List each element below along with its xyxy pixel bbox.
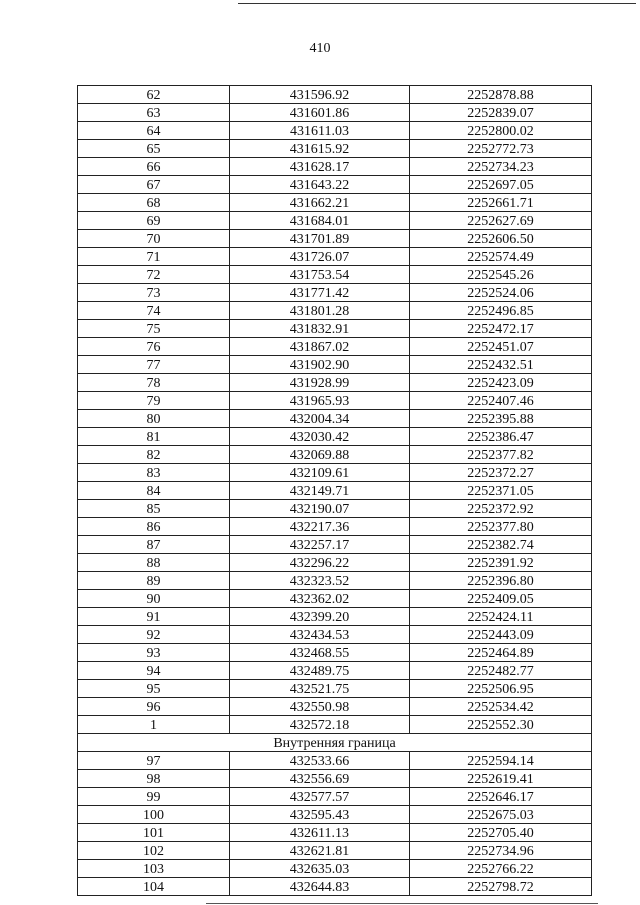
y-coordinate-cell: 2252800.02 — [410, 122, 592, 140]
y-coordinate-cell: 2252496.85 — [410, 302, 592, 320]
y-coordinate-cell: 2252472.17 — [410, 320, 592, 338]
point-number-cell: 97 — [78, 752, 230, 770]
x-coordinate-cell: 431684.01 — [230, 212, 410, 230]
point-number-cell: 92 — [78, 626, 230, 644]
table-row — [78, 824, 592, 842]
table-row — [78, 392, 592, 410]
x-coordinate-cell: 432521.75 — [230, 680, 410, 698]
section-header-row — [78, 734, 592, 752]
y-coordinate-cell: 2252377.80 — [410, 518, 592, 536]
table-row — [78, 320, 592, 338]
point-number-cell: 89 — [78, 572, 230, 590]
x-coordinate-cell: 432149.71 — [230, 482, 410, 500]
table-row — [78, 590, 592, 608]
table-row — [78, 284, 592, 302]
point-number-cell: 68 — [78, 194, 230, 212]
table-row — [78, 122, 592, 140]
table-row — [78, 176, 592, 194]
y-coordinate-cell: 2252734.96 — [410, 842, 592, 860]
table-row — [78, 662, 592, 680]
y-coordinate-cell: 2252646.17 — [410, 788, 592, 806]
point-number-cell: 75 — [78, 320, 230, 338]
y-coordinate-cell: 2252409.05 — [410, 590, 592, 608]
table-row — [78, 806, 592, 824]
point-number-cell: 1 — [78, 716, 230, 734]
point-number-cell: 93 — [78, 644, 230, 662]
point-number-cell: 82 — [78, 446, 230, 464]
y-coordinate-cell: 2252878.88 — [410, 86, 592, 104]
bottom-rule — [206, 903, 598, 904]
x-coordinate-cell: 431928.99 — [230, 374, 410, 392]
table-row — [78, 518, 592, 536]
x-coordinate-cell: 431753.54 — [230, 266, 410, 284]
y-coordinate-cell: 2252594.14 — [410, 752, 592, 770]
y-coordinate-cell: 2252661.71 — [410, 194, 592, 212]
y-coordinate-cell: 2252396.80 — [410, 572, 592, 590]
table-row — [78, 482, 592, 500]
table-row — [78, 608, 592, 626]
x-coordinate-cell: 431601.86 — [230, 104, 410, 122]
point-number-cell: 90 — [78, 590, 230, 608]
point-number-cell: 73 — [78, 284, 230, 302]
x-coordinate-cell: 432577.57 — [230, 788, 410, 806]
point-number-cell: 87 — [78, 536, 230, 554]
y-coordinate-cell: 2252407.46 — [410, 392, 592, 410]
table-row — [78, 212, 592, 230]
x-coordinate-cell: 431628.17 — [230, 158, 410, 176]
table-row — [78, 536, 592, 554]
x-coordinate-cell: 432572.18 — [230, 716, 410, 734]
y-coordinate-cell: 2252524.06 — [410, 284, 592, 302]
table-row — [78, 356, 592, 374]
point-number-cell: 88 — [78, 554, 230, 572]
x-coordinate-cell: 432296.22 — [230, 554, 410, 572]
y-coordinate-cell: 2252482.77 — [410, 662, 592, 680]
x-coordinate-cell: 432217.36 — [230, 518, 410, 536]
table-row — [78, 338, 592, 356]
table-row — [78, 644, 592, 662]
table-row — [78, 752, 592, 770]
table-row — [78, 464, 592, 482]
x-coordinate-cell: 431701.89 — [230, 230, 410, 248]
x-coordinate-cell: 432611.13 — [230, 824, 410, 842]
y-coordinate-cell: 2252627.69 — [410, 212, 592, 230]
x-coordinate-cell: 432030.42 — [230, 428, 410, 446]
point-number-cell: 78 — [78, 374, 230, 392]
x-coordinate-cell: 432468.55 — [230, 644, 410, 662]
x-coordinate-cell: 431611.03 — [230, 122, 410, 140]
point-number-cell: 94 — [78, 662, 230, 680]
point-number-cell: 102 — [78, 842, 230, 860]
y-coordinate-cell: 2252371.05 — [410, 482, 592, 500]
point-number-cell: 74 — [78, 302, 230, 320]
y-coordinate-cell: 2252766.22 — [410, 860, 592, 878]
point-number-cell: 101 — [78, 824, 230, 842]
table-row — [78, 860, 592, 878]
y-coordinate-cell: 2252423.09 — [410, 374, 592, 392]
x-coordinate-cell: 432644.83 — [230, 878, 410, 896]
x-coordinate-cell: 431596.92 — [230, 86, 410, 104]
x-coordinate-cell: 432550.98 — [230, 698, 410, 716]
table-row — [78, 716, 592, 734]
y-coordinate-cell: 2252839.07 — [410, 104, 592, 122]
point-number-cell: 100 — [78, 806, 230, 824]
point-number-cell: 79 — [78, 392, 230, 410]
x-coordinate-cell: 432533.66 — [230, 752, 410, 770]
x-coordinate-cell: 432621.81 — [230, 842, 410, 860]
x-coordinate-cell: 432489.75 — [230, 662, 410, 680]
x-coordinate-cell: 432109.61 — [230, 464, 410, 482]
table-row — [78, 86, 592, 104]
y-coordinate-cell: 2252552.30 — [410, 716, 592, 734]
y-coordinate-cell: 2252377.82 — [410, 446, 592, 464]
y-coordinate-cell: 2252382.74 — [410, 536, 592, 554]
y-coordinate-cell: 2252395.88 — [410, 410, 592, 428]
point-number-cell: 95 — [78, 680, 230, 698]
y-coordinate-cell: 2252386.47 — [410, 428, 592, 446]
table-row — [78, 140, 592, 158]
table-row — [78, 158, 592, 176]
point-number-cell: 67 — [78, 176, 230, 194]
y-coordinate-cell: 2252697.05 — [410, 176, 592, 194]
y-coordinate-cell: 2252372.92 — [410, 500, 592, 518]
table-row — [78, 302, 592, 320]
table-row — [78, 878, 592, 896]
point-number-cell: 62 — [78, 86, 230, 104]
y-coordinate-cell: 2252675.03 — [410, 806, 592, 824]
x-coordinate-cell: 432434.53 — [230, 626, 410, 644]
y-coordinate-cell: 2252506.95 — [410, 680, 592, 698]
y-coordinate-cell: 2252432.51 — [410, 356, 592, 374]
y-coordinate-cell: 2252606.50 — [410, 230, 592, 248]
y-coordinate-cell: 2252424.11 — [410, 608, 592, 626]
point-number-cell: 70 — [78, 230, 230, 248]
y-coordinate-cell: 2252372.27 — [410, 464, 592, 482]
x-coordinate-cell: 432595.43 — [230, 806, 410, 824]
page-number: 410 — [309, 41, 331, 56]
x-coordinate-cell: 432069.88 — [230, 446, 410, 464]
y-coordinate-cell: 2252734.23 — [410, 158, 592, 176]
table-row — [78, 104, 592, 122]
point-number-cell: 80 — [78, 410, 230, 428]
y-coordinate-cell: 2252391.92 — [410, 554, 592, 572]
table-row — [78, 788, 592, 806]
table-row — [78, 410, 592, 428]
y-coordinate-cell: 2252772.73 — [410, 140, 592, 158]
table-row — [78, 194, 592, 212]
x-coordinate-cell: 431867.02 — [230, 338, 410, 356]
point-number-cell: 81 — [78, 428, 230, 446]
point-number-cell: 71 — [78, 248, 230, 266]
y-coordinate-cell: 2252574.49 — [410, 248, 592, 266]
table-row — [78, 374, 592, 392]
point-number-cell: 98 — [78, 770, 230, 788]
x-coordinate-cell: 432190.07 — [230, 500, 410, 518]
x-coordinate-cell: 431615.92 — [230, 140, 410, 158]
coordinates-table — [77, 85, 592, 896]
point-number-cell: 96 — [78, 698, 230, 716]
table-row — [78, 572, 592, 590]
y-coordinate-cell: 2252443.09 — [410, 626, 592, 644]
x-coordinate-cell: 432635.03 — [230, 860, 410, 878]
point-number-cell: 72 — [78, 266, 230, 284]
table-row — [78, 770, 592, 788]
y-coordinate-cell: 2252451.07 — [410, 338, 592, 356]
y-coordinate-cell: 2252464.89 — [410, 644, 592, 662]
point-number-cell: 85 — [78, 500, 230, 518]
table-row — [78, 446, 592, 464]
table-row — [78, 680, 592, 698]
y-coordinate-cell: 2252534.42 — [410, 698, 592, 716]
x-coordinate-cell: 431726.07 — [230, 248, 410, 266]
x-coordinate-cell: 432004.34 — [230, 410, 410, 428]
y-coordinate-cell: 2252705.40 — [410, 824, 592, 842]
x-coordinate-cell: 432362.02 — [230, 590, 410, 608]
y-coordinate-cell: 2252798.72 — [410, 878, 592, 896]
table-row — [78, 428, 592, 446]
x-coordinate-cell: 431965.93 — [230, 392, 410, 410]
x-coordinate-cell: 431771.42 — [230, 284, 410, 302]
x-coordinate-cell: 432323.52 — [230, 572, 410, 590]
y-coordinate-cell: 2252545.26 — [410, 266, 592, 284]
point-number-cell: 84 — [78, 482, 230, 500]
point-number-cell: 77 — [78, 356, 230, 374]
top-rule — [238, 3, 636, 4]
x-coordinate-cell: 431643.22 — [230, 176, 410, 194]
x-coordinate-cell: 432257.17 — [230, 536, 410, 554]
point-number-cell: 63 — [78, 104, 230, 122]
point-number-cell: 69 — [78, 212, 230, 230]
point-number-cell: 99 — [78, 788, 230, 806]
point-number-cell: 83 — [78, 464, 230, 482]
point-number-cell: 66 — [78, 158, 230, 176]
coordinates-table-body — [78, 86, 592, 896]
table-row — [78, 248, 592, 266]
y-coordinate-cell: 2252619.41 — [410, 770, 592, 788]
table-row — [78, 266, 592, 284]
x-coordinate-cell: 432399.20 — [230, 608, 410, 626]
point-number-cell: 91 — [78, 608, 230, 626]
point-number-cell: 65 — [78, 140, 230, 158]
point-number-cell: 76 — [78, 338, 230, 356]
section-header-cell: Внутренняя граница — [78, 734, 592, 752]
x-coordinate-cell: 431832.91 — [230, 320, 410, 338]
table-row — [78, 698, 592, 716]
point-number-cell: 104 — [78, 878, 230, 896]
point-number-cell: 103 — [78, 860, 230, 878]
x-coordinate-cell: 431902.90 — [230, 356, 410, 374]
point-number-cell: 86 — [78, 518, 230, 536]
table-row — [78, 230, 592, 248]
table-row — [78, 626, 592, 644]
table-row — [78, 500, 592, 518]
x-coordinate-cell: 431662.21 — [230, 194, 410, 212]
table-row — [78, 554, 592, 572]
x-coordinate-cell: 432556.69 — [230, 770, 410, 788]
x-coordinate-cell: 431801.28 — [230, 302, 410, 320]
table-row — [78, 842, 592, 860]
point-number-cell: 64 — [78, 122, 230, 140]
